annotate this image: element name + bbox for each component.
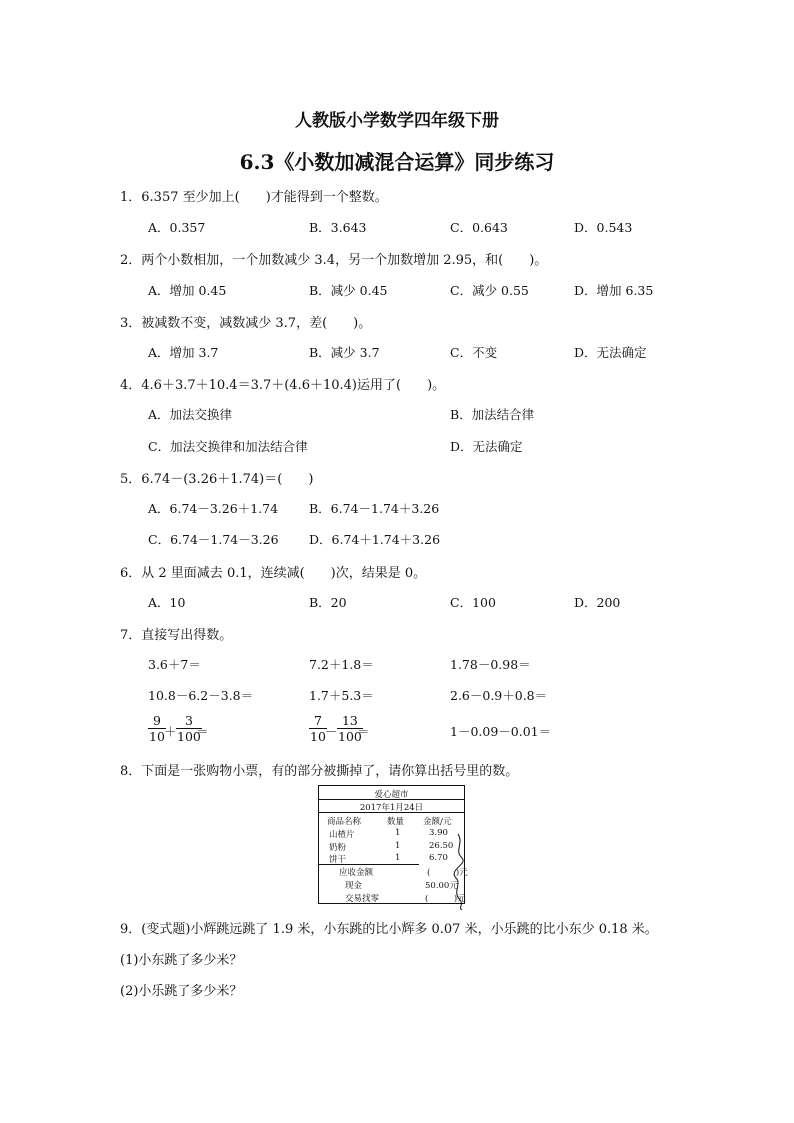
- fraction-numerator: 9: [148, 713, 166, 729]
- receipt-item-name: 饼干: [329, 855, 347, 865]
- question-2-stem: 2．两个小数相加，一个加数减少 3.4，另一个加数增加 2.95，和( )。: [120, 253, 548, 268]
- receipt-change-label: 交易找零: [345, 894, 380, 904]
- q7-expr-1: 3.6＋7＝: [148, 657, 201, 672]
- receipt-torn-edge-icon: [418, 830, 478, 910]
- q2-option-b: B．减少 0.45: [309, 283, 388, 298]
- q7-expr-6: 2.6－0.9＋0.8＝: [450, 688, 548, 703]
- q1-option-c: C．0.643: [450, 220, 508, 235]
- question-3-stem: 3．被减数不变，减数减少 3.7，差( )。: [120, 316, 372, 331]
- q7-operator-minus: －: [325, 724, 338, 739]
- question-8-stem: 8．下面是一张购物小票，有的部分被撕掉了，请你算出括号里的数。: [120, 764, 519, 779]
- receipt-item-amount: 6.70: [429, 853, 448, 863]
- question-1-stem: 1．6.357 至少加上( )才能得到一个整数。: [120, 190, 388, 205]
- q4-option-c: C．加法交换律和加法结合律: [148, 439, 308, 454]
- q7-expr-9: 1－0.09－0.01＝: [450, 724, 552, 739]
- receipt-due-blank: ( )元: [427, 868, 468, 878]
- fraction-denominator: 10: [149, 729, 165, 744]
- q1-option-a: A．0.357: [148, 220, 206, 235]
- question-9-stem: 9．(变式题)小辉跳远跳了 1.9 米，小东跳的比小辉多 0.07 米，小乐跳的比小东少 0.18 米。: [120, 922, 658, 937]
- receipt-divider: [319, 864, 419, 865]
- q1-option-b: B．3.643: [309, 220, 367, 235]
- q7-equals: ＝: [196, 724, 209, 739]
- q2-option-c: C．减少 0.55: [450, 283, 529, 298]
- q6-option-b: B．20: [309, 595, 347, 610]
- fraction-denominator: 10: [310, 729, 326, 744]
- q3-option-d: D．无法确定: [574, 345, 647, 360]
- q3-option-b: B．减少 3.7: [309, 345, 380, 360]
- page-title: 人教版小学数学四年级下册: [295, 111, 499, 131]
- q3-option-c: C．不变: [450, 345, 498, 360]
- q2-option-a: A．增加 0.45: [148, 283, 227, 298]
- question-5-stem: 5．6.74－(3.26＋1.74)＝( ): [120, 472, 314, 487]
- q7-expr-3: 1.78－0.98＝: [450, 657, 531, 672]
- receipt-item-name: 山楂片: [329, 830, 355, 840]
- receipt-item-qty: 1: [395, 828, 401, 838]
- q4-option-b: B．加法结合律: [450, 407, 535, 422]
- q7-expr-2: 7.2＋1.8＝: [309, 657, 374, 672]
- fraction-numerator: 7: [309, 713, 327, 729]
- receipt-item-qty: 1: [395, 853, 401, 863]
- q5-option-b: B．6.74－1.74＋3.26: [309, 501, 440, 516]
- page-subtitle: 6.3《小数加减混合运算》同步练习: [239, 150, 555, 174]
- fraction-denominator: 100: [177, 729, 201, 744]
- q6-option-a: A．10: [148, 595, 186, 610]
- fraction-denominator: 100: [338, 729, 362, 744]
- question-4-stem: 4．4.6＋3.7＋10.4＝3.7＋(4.6＋10.4)运用了( )。: [120, 378, 446, 393]
- q1-option-d: D．0.543: [574, 220, 633, 235]
- q3-option-a: A．增加 3.7: [148, 345, 219, 360]
- receipt-header-qty: 数量: [387, 817, 405, 827]
- q7-expr-4: 10.8－6.2－3.8＝: [148, 688, 254, 703]
- receipt-item-amount: 26.50: [429, 841, 454, 851]
- question-9-sub-1: (1)小东跳了多少米？: [120, 953, 243, 968]
- receipt-cash-label: 现金: [345, 881, 363, 891]
- q7-expr-5: 1.7＋5.3＝: [309, 688, 374, 703]
- receipt-item-amount: 3.90: [429, 828, 448, 838]
- fraction-numerator: 13: [337, 713, 363, 729]
- receipt-change-blank: ( )元: [425, 894, 466, 904]
- receipt-header-name: 商品名称: [327, 817, 362, 827]
- receipt-item-qty: 1: [395, 841, 401, 851]
- question-7-stem: 7．直接写出得数。: [120, 628, 233, 643]
- receipt-item-name: 奶粉: [329, 843, 347, 853]
- q5-option-d: D．6.74＋1.74＋3.26: [309, 532, 441, 547]
- fraction-numerator: 3: [176, 713, 202, 729]
- q7-operator-plus: ＋: [164, 724, 177, 739]
- q7-equals: ＝: [357, 724, 370, 739]
- receipt-date: 2017年1月24日: [359, 803, 424, 813]
- receipt-store-name: 爱心超市: [374, 790, 409, 800]
- question-6-stem: 6．从 2 里面减去 0.1，连续减( )次，结果是 0。: [120, 566, 427, 581]
- q5-option-a: A．6.74－3.26＋1.74: [148, 501, 279, 516]
- receipt-due-label: 应收金额: [339, 868, 374, 878]
- q5-option-c: C．6.74－1.74－3.26: [148, 532, 279, 547]
- q4-option-d: D．无法确定: [450, 439, 523, 454]
- q2-option-d: D．增加 6.35: [574, 283, 654, 298]
- question-9-sub-2: (2)小乐跳了多少米？: [120, 984, 243, 999]
- receipt-divider: [319, 812, 464, 813]
- receipt-cash-value: 50.00元: [425, 881, 458, 891]
- q6-option-d: D．200: [574, 595, 621, 610]
- q4-option-a: A．加法交换律: [148, 407, 233, 422]
- receipt-header-amount: 金额/元: [423, 817, 452, 827]
- receipt-divider: [319, 799, 464, 800]
- q6-option-c: C．100: [450, 595, 496, 610]
